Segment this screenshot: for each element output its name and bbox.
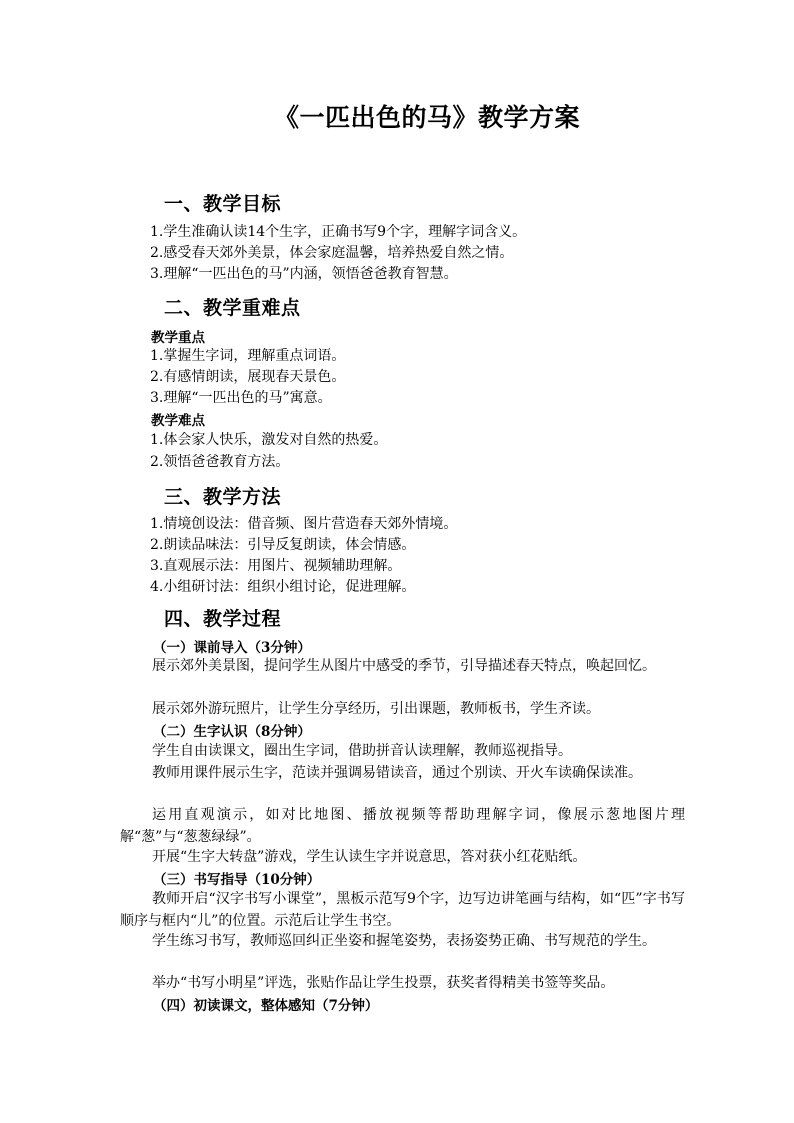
difficulty-item: 2.领悟爸爸教育方法。 (150, 454, 290, 470)
focus-item: 2.有感情朗读，展现春天景色。 (150, 369, 346, 385)
step3-paragraph: 教师开启“汉字书写小课堂”，黑板示范写9个字，边写边讲笔画与结构，如“匹”字书写顺序与框内“儿”的位置。示范后让学生书空。 (120, 891, 685, 929)
method-item: 3.直观展示法：用图片、视频辅助理解。 (150, 558, 402, 574)
goal-item: 1.学生准确认读14个生字，正确书写9个字，理解字词含义。 (150, 224, 527, 240)
heading-methods: 三、教学方法 (164, 486, 282, 508)
step4-title: （四）初读课文，整体感知（7分钟） (153, 998, 379, 1014)
goal-item: 2.感受春天郊外美景，体会家庭温馨，培养热爱自然之情。 (150, 245, 514, 261)
focus-item: 3.理解“一匹出色的马”寓意。 (150, 390, 332, 406)
goal-item: 3.理解“一匹出色的马”内涵，领悟爸爸教育智慧。 (150, 266, 458, 282)
step3-paragraph: 学生练习书写，教师巡回纠正坐姿和握笔姿势，表扬姿势正确、书写规范的学生。 (152, 933, 656, 949)
step2-title: （二）生字认识（8分钟） (153, 724, 311, 740)
method-item: 1.情境创设法：借音频、图片营造春天郊外情境。 (150, 516, 458, 532)
step1-paragraph: 展示郊外游玩照片，让学生分享经历，引出课题，教师板书，学生齐读。 (152, 701, 600, 717)
focus-item: 1.掌握生字词，理解重点词语。 (150, 348, 346, 364)
heading-key-points: 二、教学重难点 (164, 297, 301, 319)
focus-label: 教学重点 (151, 330, 205, 346)
step1-title: （一）课前导入（3分钟） (153, 640, 311, 656)
difficulty-label: 教学难点 (151, 413, 205, 429)
step3-paragraph: 举办“书写小明星”评选，张贴作品让学生投票，获奖者得精美书签等奖品。 (152, 975, 615, 991)
step2-paragraph: 教师用课件展示生字，范读并强调易错读音，通过个别读、开火车读确保读准。 (152, 765, 642, 781)
heading-goals: 一、教学目标 (164, 193, 282, 215)
difficulty-item: 1.体会家人快乐，激发对自然的热爱。 (150, 432, 388, 448)
step2-paragraph: 开展“生字大转盘”游戏，学生认读生字并说意思，答对获小红花贴纸。 (152, 849, 587, 865)
document-title: 《一匹出色的马》教学方案 (273, 103, 580, 132)
step2-paragraph: 运用直观演示，如对比地图、播放视频等帮助理解字词，像展示葱地图片理解“葱”与“葱葱绿绿”。 (120, 807, 685, 845)
method-item: 4.小组研讨法：组织小组讨论，促进理解。 (150, 579, 416, 595)
method-item: 2.朗读品味法：引导反复朗读，体会情感。 (150, 537, 416, 553)
step2-paragraph: 学生自由读课文，圈出生字词，借助拼音认读理解，教师巡视指导。 (152, 743, 572, 759)
step1-paragraph: 展示郊外美景图，提问学生从图片中感受的季节，引导描述春天特点，唤起回忆。 (152, 658, 656, 674)
step3-title: （三）书写指导（10分钟） (153, 872, 321, 888)
heading-process: 四、教学过程 (164, 608, 282, 630)
